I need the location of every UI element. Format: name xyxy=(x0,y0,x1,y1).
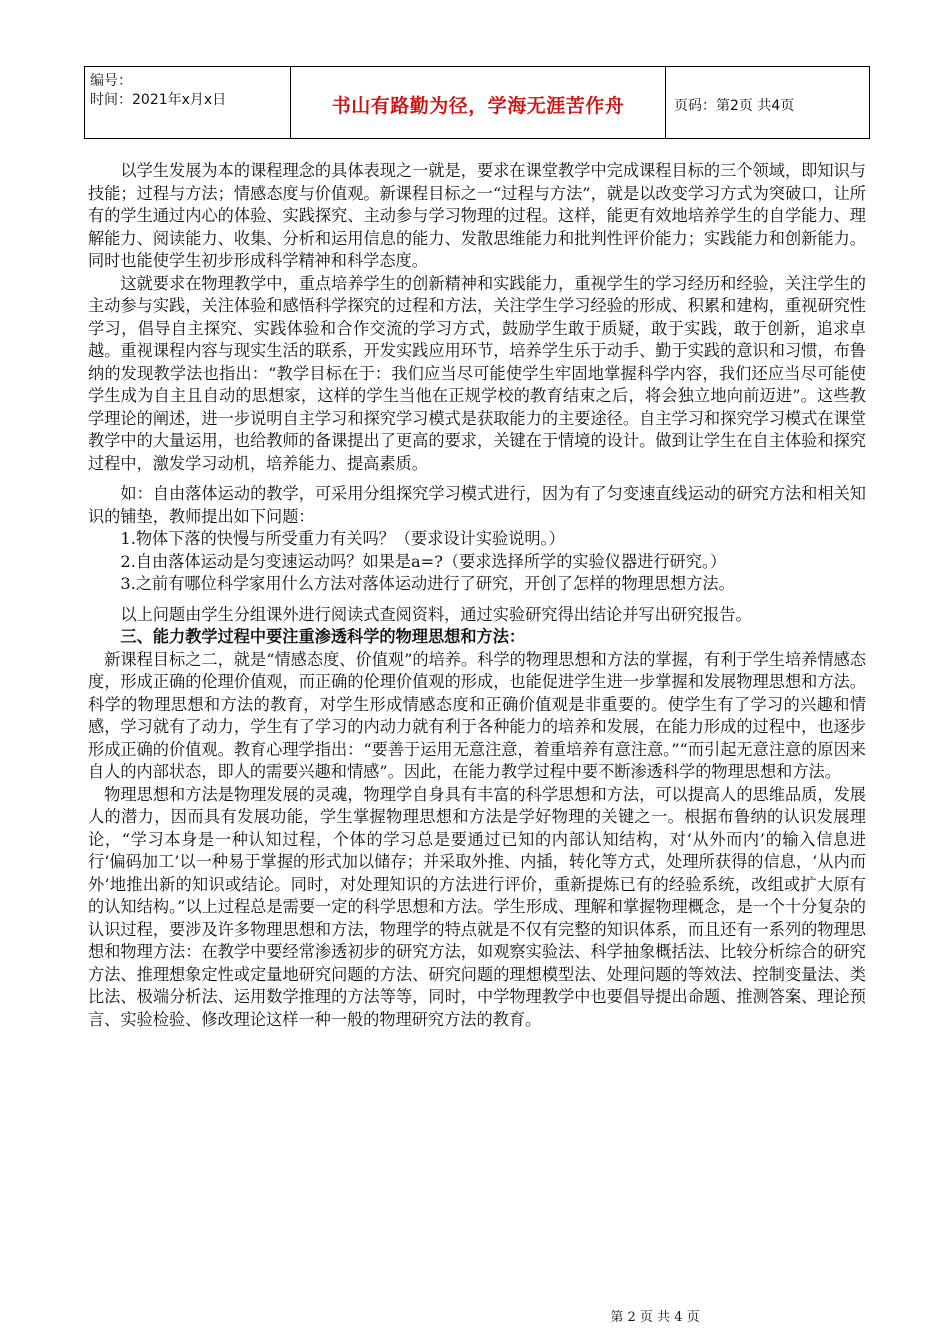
document-number-label: 编号： xyxy=(90,73,132,89)
page-footer xyxy=(0,1306,950,1325)
paragraph: 以学生发展为本的课程理念的具体表现之一就是，要求在课堂教学中完成课程目标的三个领域，即知识与技能；过程与方法；情感态度与价值观。新课程目标之一“过程与方法”，就是以改变学习方式为突破口，让所有的学生通过内心的体验、实践探究、主动参与学习物理的过程。这样，能更有效地培养学生的自学能力、理解能力、阅读能力、收集、分析和运用信息的能力、发散思维能力和批判性评价能力；实践能力和创新能力。同时也能使学生初步形成科学精神和科学态度。 xyxy=(88,161,866,270)
header-page-info: 页码：第2页 共4页 xyxy=(674,97,795,114)
footer-page-number: 第 2 页 共 4 页 xyxy=(610,1310,700,1325)
paragraph: 新课程目标之二，就是“情感态度、价值观”的培养。科学的物理思想和方法的掌握，有利于学生培养情感态度，形成正确的伦理价值观，而正确的伦理价值观的形成，也能促进学生进一步掌握和发展物理思想和方法。科学的物理思想和方法的教育，对学生形成情感态度和正确价值观是非重要的。使学生有了学习的兴趣和情感，学习就有了动力，学生有了学习的内动力就有利于各种能力的培养和发展，在能力形成的过程中，也逐步形成正确的价值观。教育心理学指出：“要善于运用无意注意，着重培养有意注意。”“而引起无意注意的原因来自人的内部状态，即人的需要兴趣和情感”。因此，在能力教学过程中要不断渗透科学的物理思想和方法。 xyxy=(88,649,866,781)
paragraph: 以上问题由学生分组课外进行阅读式查阅资料，通过实验研究得出结论并写出研究报告。 xyxy=(120,604,752,624)
question-item: 1.物体下落的快慢与所受重力有关吗？（要求设计实验说明。） xyxy=(120,529,565,548)
paragraph: 如：自由落体运动的教学，可采用分组探究学习模式进行，因为有了匀变速直线运动的研究方法和相关知识的铺垫，教师提出如下问题： xyxy=(88,484,866,526)
page-header xyxy=(84,66,870,139)
document-time-label: 时间：2021年x月x日 xyxy=(90,92,227,108)
question-item: 2.自由落体运动是匀变速运动吗？如果是a=?（要求选择所学的实验仪器进行研究。） xyxy=(120,551,727,571)
section-heading: 三、能力教学过程中要注重渗透科学的物理思想和方法： xyxy=(120,627,526,646)
document-body xyxy=(88,160,866,1031)
question-item: 3.之前有哪位科学家用什么方法对落体运动进行了研究，开创了怎样的物理思想方法。 xyxy=(120,574,735,593)
header-motto-cell xyxy=(291,67,666,138)
paragraph: 这就要求在物理教学中，重点培养学生的创新精神和实践能力，重视学生的学习经历和经验，关注学生的主动参与实践，关注体验和感悟科学探究的过程和方法，关注学生学习经验的形成、积累和建构，重视研究性学习，倡导自主探究、实践体验和合作交流的学习方式，鼓励学生敢于质疑，敢于实践，敢于创新，追求卓越。重视课程内容与现实生活的联系，开发实践应用环节，培养学生乐于动手、勤于实践的意识和习惯，布鲁纳的发现教学法也指出：“教学目标在于：我们应当尽可能使学生牢固地掌握科学内容，我们还应当尽可能使学生成为自主且自动的思想家，这样的学生当他在正规学校的教育结束之后，将会独立地向前迈进”。这些教学理论的阐述，进一步说明自主学习和探究学习模式是获取能力的主要途径。自主学习和探究学习模式在课堂教学中的大量运用，也给教师的备课提出了更高的要求，关键在于情境的设计。做到让学生在自主体验和探究过程中，激发学习动机，培养能力、提高素质。 xyxy=(88,273,866,473)
header-meta xyxy=(85,67,291,138)
header-motto: 书山有路勤为径，学海无涯苦作舟 xyxy=(331,95,625,117)
paragraph: 物理思想和方法是物理发展的灵魂，物理学自身具有丰富的科学思想和方法，可以提高人的思维品质，发展人的潜力，因而具有发展功能，学生掌握物理思想和方法是学好物理的关键之一。根据布鲁纳的认识发展理论，“学习本身是一种认知过程，个体的学习总是要通过已知的内部认知结构，对‘从外而内’的输入信息进行‘偏码加工’以一种易于掌握的形式加以储存；并采取外推、内插，转化等方式，处理所获得的信息，‘从内而外’地推出新的知识或结论。同时，对处理知识的方法进行评价，重新提炼已有的经验系统，改组或扩大原有的认知结构。”以上过程总是需要一定的科学思想和方法。学生形成、理解和掌握物理概念，是一个十分复杂的认识过程，要涉及许多物理思想和方法，物理学的特点就是不仅有完整的知识体系，而且还有一系列的物理思想和物理方法：在教学中要经常渗透初步的研究方法，如观察实验法、科学抽象概括法、比较分析综合的研究方法、推理想象定性或定量地研究问题的方法、研究问题的理想模型法、处理问题的等效法、控制变量法、类比法、极端分析法、运用数学推理的方法等等，同时，中学物理教学中也要倡导提出命题、推测答案、理论预言、实验检验、修改理论这样一种一般的物理研究方法的教育。 xyxy=(88,784,866,1029)
